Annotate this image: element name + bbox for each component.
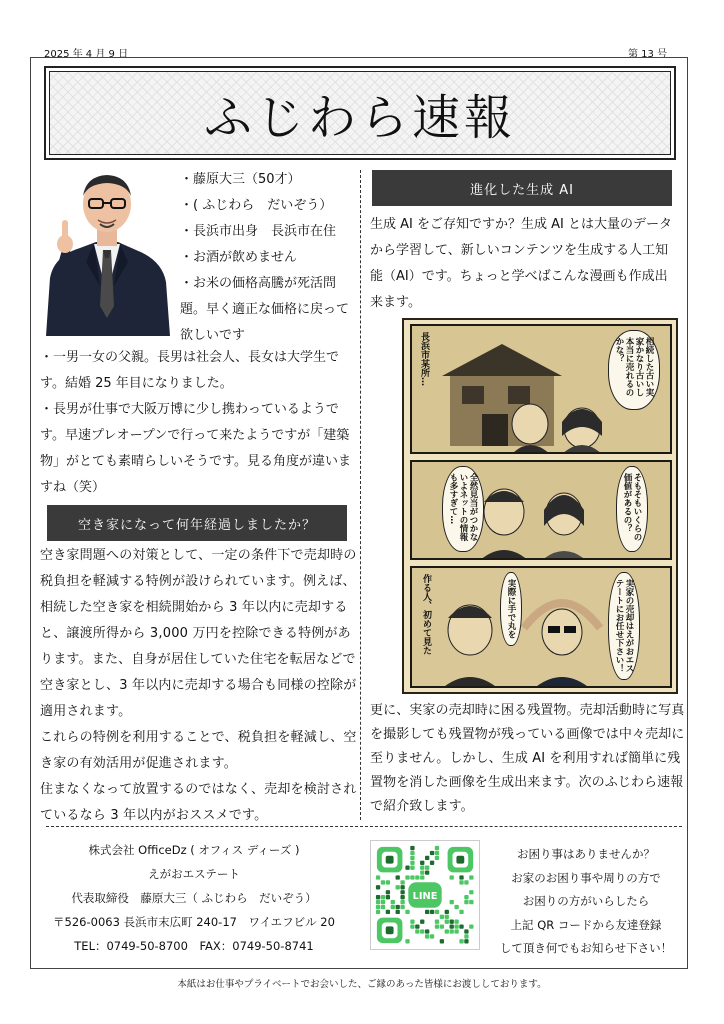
qr-module [454,905,458,909]
qr-module [430,851,434,855]
qr-module [376,900,380,904]
qr-module [459,880,463,884]
qr-module [425,929,429,933]
qr-invitation-line: お困りの方がいらしたら [522,894,650,908]
qr-module [445,929,449,933]
qr-module [420,870,424,874]
qr-module [430,861,434,865]
qr-module [396,905,400,909]
qr-invitation-line: お家のお困り事や周りの方で [511,870,661,885]
qr-module [450,920,454,924]
qr-module [376,895,380,899]
qr-module [391,905,395,909]
profile-name: ・藤原大三（50才） [180,172,301,187]
issue-number: 第 13 号 [628,49,668,60]
qr-module [405,866,409,870]
qr-module [410,856,414,860]
comic-bubble-1: 相続した古い実家かなり古いし本当に売れるのかな？ [608,330,660,410]
comic-panel-1 [410,324,672,454]
qr-module [459,939,463,943]
qr-module [420,929,424,933]
ai-comic [402,318,678,694]
ai-intro-text: 生成 AI をご存知ですか？生成 AI とは大量のデータから学習して、新しいコンテンツを生成する人工知能（AI）です。ちょっと学べばこんな漫画も作成出来ます。 [370,217,672,310]
qr-module [391,900,395,904]
comic-bubble-2a: 全然見当がつかないよネットの情報も多すぎて… [442,466,484,552]
qr-module [459,924,463,928]
line-logo-text: LINE [412,890,438,902]
comic-bubble-3a: 実際に手で丸を [500,572,522,646]
qr-module [435,910,439,914]
intro-expo: ・長男が仕事で大阪万博に少し携わっているようです。早速プレオープンで行って来たようですが「建築物」がとても素晴らしいそうです。見る角度が違いますね（笑） [40,402,351,495]
comic-bubble-3b: 実家の売却はえがおエステートにお任せ下さい！ [608,572,640,680]
qr-module [410,846,414,850]
profile-list [180,167,358,349]
qr-module [376,885,380,889]
qr-invitation-line: お困り事はありませんか？ [517,847,655,861]
qr-module [425,934,429,938]
masthead [44,66,676,160]
qr-module [450,875,454,879]
qr-module [445,910,449,914]
qr-module [386,890,390,894]
qr-module [425,866,429,870]
qr-module [450,924,454,928]
qr-module [464,880,468,884]
qr-module [400,900,404,904]
qr-module [410,851,414,855]
company-phone-fax: TEL：0749-50-8700 FAX：0749-50-8741 [74,939,314,953]
qr-module [420,861,424,865]
qr-module [435,924,439,928]
qr-module [425,910,429,914]
qr-module [410,924,414,928]
qr-module [469,924,473,928]
qr-module [469,890,473,894]
qr-module [386,895,390,899]
akiya-paragraph: これらの特例を利用することで、税負担を軽減し、空き家の有効活用が促進されます。 [40,730,357,771]
qr-module [410,861,414,865]
qr-module [450,929,454,933]
akiya-heading: 空き家になって何年経過しましたか？ [47,505,347,541]
company-name: 株式会社 OfficeDz ( オフィス ディーズ ) [88,843,300,857]
qr-module [400,890,404,894]
qr-module [381,895,385,899]
qr-module [445,915,449,919]
qr-module [376,905,380,909]
company-representative: 代表取締役 藤原大三（ ふじわら だいぞう） [71,891,317,905]
qr-module [464,934,468,938]
qr-module [425,856,429,860]
qr-module [410,866,414,870]
qr-module [454,924,458,928]
qr-module [430,934,434,938]
qr-module [405,875,409,879]
qr-module [405,910,409,914]
qr-module [396,885,400,889]
qr-module [386,910,390,914]
qr-module [464,900,468,904]
company-info [44,838,344,958]
qr-module [440,924,444,928]
intro-text [40,345,358,501]
company-brand: えがおエステート [148,867,240,881]
qr-module [420,920,424,924]
comic-caption-3: 作る人、初めて見た [421,574,431,655]
qr-module [415,924,419,928]
profile-reading: ・( ふじわら だいぞう） [180,198,333,213]
comic-location-text: 長浜市某所… [419,332,429,386]
comic-panel-3 [410,566,672,688]
comic-panel-2 [410,460,672,560]
qr-module [415,875,419,879]
akiya-article [40,543,358,829]
profile-rice: ・お米の価格高騰が死活問題。早く適正な価格に戻って欲しいです [180,276,350,343]
qr-module [445,920,449,924]
qr-invitation [484,843,688,961]
qr-module [386,880,390,884]
qr-module [454,920,458,924]
company-address: 〒526-0063 長浜市末広町 240-17 ワイエフビル 20 [53,915,335,929]
akiya-paragraph: 空き家問題への対策として、一定の条件下で売却時の税負担を軽減する特例が設けられています。例えば、相続した空き家を相続開始から 3 年以内に売却すると、譲渡所得から 3,000 万円を控除できる特例があります。また、自身が居住していた住宅を転居などで空き家とし、3 年以内に売却する場合も同様の控除が適用されます。 [40,548,357,719]
issue-date: 2025 年 4 月 9 日 [44,49,129,60]
qr-module [464,929,468,933]
qr-module [396,910,400,914]
qr-module [469,900,473,904]
qr-module [440,915,444,919]
qr-module [459,875,463,879]
qr-module [400,905,404,909]
masthead-pattern [49,71,671,155]
qr-module [440,939,444,943]
column-divider [360,170,361,820]
qr-module [405,939,409,943]
line-qr-code[interactable] [370,840,480,950]
portrait-photo [40,166,174,336]
qr-module [415,929,419,933]
qr-module [400,895,404,899]
qr-module [420,866,424,870]
qr-module [400,885,404,889]
qr-module [381,905,385,909]
qr-module [425,870,429,874]
comic-bubble-2b: そもそもいくらの価値があるの？ [616,466,648,552]
qr-module [376,875,380,879]
intro-family: ・一男一女の父親。長男は社会人、長女は大学生です。結婚 25 年目になりました。 [40,350,340,391]
qr-module [435,846,439,850]
profile-alcohol: ・お酒が飲めません [180,250,298,265]
qr-module [435,856,439,860]
qr-module [469,875,473,879]
qr-module [464,895,468,899]
qr-invitation-line: 上記 QR コードから友達登録 [510,917,662,932]
qr-module [400,880,404,884]
qr-module [381,880,385,884]
qr-module [450,900,454,904]
qr-module [430,910,434,914]
ai-heading: 進化した生成 AI [372,170,672,206]
qr-module [435,851,439,855]
ai-followup-text: 更に、実家の売却時に困る残置物。売却活動時に写真を撮影しても残置物が残っている画像では中々売却に至りません。しかし、生成 AI を利用すれば簡単に残置物を消した画像を生成出来ます。次のふじわら速報で紹介致します。 [370,703,685,814]
qr-module [410,875,414,879]
qr-module [459,910,463,914]
akiya-paragraph: 住まなくなって放置するのではなく、売却を検討されているなら 3 年以内がおススメです。 [40,782,357,823]
qr-module [435,920,439,924]
profile-hometown: ・長浜市出身 長浜市在住 [180,224,337,239]
footer-divider [46,826,682,827]
qr-invitation-line: して頂き何でもお知らせ下さい！ [499,941,673,955]
qr-module [396,875,400,879]
qr-module [381,900,385,904]
qr-module [420,875,424,879]
qr-module [376,910,380,914]
footer-note: 本紙はお仕事やプライベートでお会いした、ご縁のあった皆様にお渡ししております。 [177,979,547,990]
newsletter-title: ふじわら速報 [203,89,516,146]
qr-module [464,939,468,943]
qr-module [454,929,458,933]
qr-module [410,920,414,924]
